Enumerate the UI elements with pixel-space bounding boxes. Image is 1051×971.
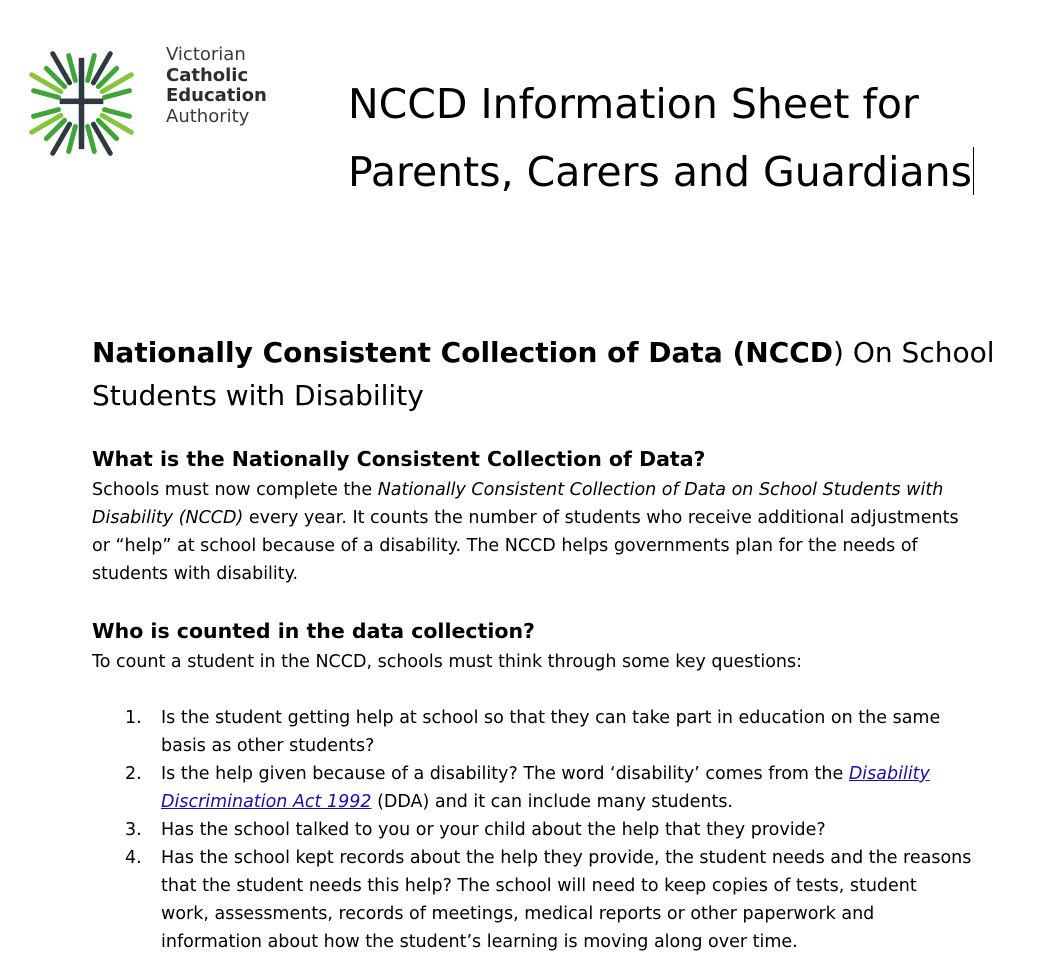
list-line: Is the student getting help at school so that they can take part in education on the same — [161, 708, 941, 728]
title-line-2 — [348, 138, 974, 206]
list-line: Has the school talked to you or your child about the help that they provide? — [161, 820, 826, 840]
main-heading-rest: On School — [843, 336, 995, 369]
list-number: 4. — [125, 848, 142, 868]
title-line-1: NCCD Information Sheet for — [348, 80, 919, 128]
list-line: that the student needs this help? The school will need to keep copies of tests, student — [161, 876, 917, 896]
text-cursor — [973, 147, 974, 195]
main-heading-bold: Nationally Consistent Collection of Data (NCCD — [92, 336, 834, 369]
main-heading-line-2: Students with Disability — [92, 379, 424, 412]
list-number: 3. — [125, 820, 142, 840]
list-text: (DDA) and it can include many students. — [371, 792, 733, 812]
list-text: Is the help given because of a disability? The word ‘disability’ comes from the — [161, 764, 849, 784]
section-heading-who-is-counted: Who is counted in the data collection? — [92, 619, 535, 643]
main-heading — [92, 331, 1022, 417]
vceа-logo-mark-icon — [14, 36, 149, 171]
list-item — [0, 816, 971, 844]
org-line-victorian: Victorian — [166, 44, 246, 65]
section-intro-who-is-counted — [92, 648, 1022, 676]
para-text: Schools must now complete the — [92, 480, 378, 500]
list-line: basis as other students? — [161, 736, 375, 756]
logo-ray — [34, 110, 59, 117]
list-item — [0, 704, 971, 760]
list-line: Has the school kept records about the help they provide, the student needs and the reasons — [161, 848, 972, 868]
para-line: students with disability. — [92, 564, 299, 584]
title-line-2-text: Parents, Carers and Guardians — [348, 148, 972, 196]
key-questions-list — [0, 704, 971, 956]
section-heading-what-is-nccd: What is the Nationally Consistent Collection of Data? — [92, 447, 706, 471]
list-number: 2. — [125, 764, 142, 784]
organisation-name — [166, 45, 267, 127]
list-line — [161, 788, 971, 816]
org-line-authority: Authority — [166, 105, 250, 127]
main-heading-close-paren: ) — [833, 336, 844, 369]
para-line: or “help” at school because of a disability. The NCCD helps governments plan for the needs of — [92, 536, 918, 556]
list-item — [0, 844, 971, 956]
para-italic-text: Disability (NCCD) — [92, 508, 244, 528]
cross-icon — [60, 58, 104, 149]
document-title — [348, 70, 974, 206]
logo-ray — [69, 56, 76, 81]
para-line: To count a student in the NCCD, schools must think through some key questions: — [92, 652, 803, 672]
dda-link[interactable]: Disability — [848, 764, 930, 784]
para-italic-text: Nationally Consistent Collection of Data on School Students with — [377, 480, 944, 500]
logo-ray — [34, 91, 59, 98]
section-paragraph-what-is-nccd — [92, 476, 1022, 588]
list-number: 1. — [125, 708, 142, 728]
logo-ray — [88, 127, 95, 152]
org-line-education: Education — [166, 85, 267, 106]
org-line-catholic: Catholic — [166, 64, 249, 86]
logo-ray — [69, 127, 76, 152]
dda-link-continued[interactable]: Discrimination Act 1992 — [161, 792, 372, 812]
list-item — [0, 760, 971, 816]
para-text: every year. It counts the number of students who receive additional adjustments — [243, 508, 959, 528]
logo-ray — [105, 91, 130, 98]
list-line: information about how the student’s learning is moving along over time. — [161, 932, 798, 952]
logo-ray — [88, 56, 95, 81]
para-line — [92, 476, 1022, 504]
list-line — [161, 760, 971, 788]
list-line: work, assessments, records of meetings, medical reports or other paperwork and — [161, 904, 875, 924]
logo-ray — [105, 110, 130, 117]
para-line — [92, 504, 1022, 532]
